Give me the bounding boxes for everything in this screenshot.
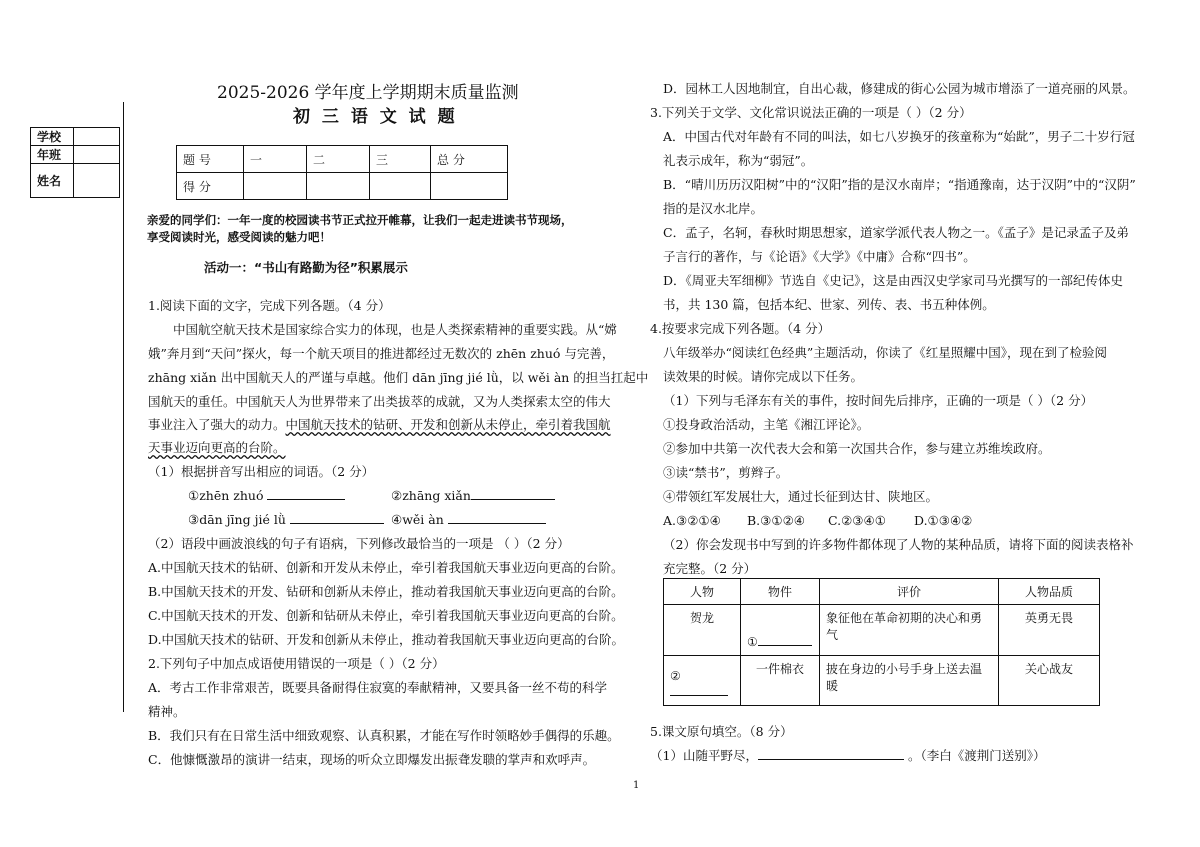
- exam-subtitle: 初 三 语 文 试 题: [293, 107, 458, 127]
- passage-line: 中国航空航天技术是国家综合实力的体现，也是人类探索精神的重要实践。从“嫦: [173, 322, 617, 337]
- passage-text: 事业注入了强大的动力。: [148, 417, 286, 432]
- option: C．孟子，名轲，春秋时期思想家，道家学派代表人物之一。《孟子》是记录孟子及弟: [663, 225, 1129, 240]
- cell-text: 贺龙: [689, 611, 714, 625]
- event-item: ③读“禁书”，剪辫子。: [663, 465, 789, 480]
- score-header-cell: 二: [307, 146, 370, 173]
- option: C.中国航天技术的开发、创新和钻研从未停止，牵引着我国航天事业迈向更高的台阶。: [148, 608, 624, 623]
- student-info-box: [30, 127, 120, 198]
- question-stem: 1.阅读下面的文字，完成下列各题。（4 分）: [148, 298, 391, 313]
- option: B．“晴川历历汉阳树”中的“汉阳”指的是汉水南岸；“指通豫南，达于汉阴”中的“汉阴”: [663, 177, 1136, 192]
- page-number: 1: [633, 780, 640, 791]
- option: A．中国古代对年龄有不同的叫法，如七八岁换牙的孩童称为“始龀”，男子二十岁行冠: [663, 129, 1135, 144]
- pinyin-item: [391, 511, 546, 528]
- cell-text: 关心战友: [1024, 662, 1073, 676]
- option: 指的是汉水北岸。: [663, 201, 764, 216]
- pinyin-item: [188, 487, 345, 504]
- sub-question: 充完整。（2 分）: [663, 561, 757, 576]
- answer-blank[interactable]: [758, 633, 812, 646]
- passage-line: 国航天的重任。中国航天人为世界带来了出类拔萃的成就，又为人类探索太空的伟大: [148, 394, 611, 409]
- table-header: 人物品质: [999, 579, 1100, 605]
- vertical-binding-line: [123, 102, 124, 712]
- choice-b: B.③①②④: [747, 513, 805, 528]
- q4-intro: 八年级举办“阅读红色经典”主题活动，你读了《红星照耀中国》，现在到了检验阅: [663, 345, 1108, 360]
- question-stem: 3.下列关于文学、文化常识说法正确的一项是（ ）（2 分）: [650, 105, 972, 120]
- pinyin-item: [391, 487, 555, 504]
- question-stem: 4.按要求完成下列各题。（4 分）: [650, 321, 831, 336]
- cell-text: 象征他在革命初期的决心和勇气: [826, 611, 983, 642]
- choice-d: D.①③④②: [914, 513, 973, 528]
- name-field[interactable]: [74, 164, 120, 198]
- intro-line: 享受阅读时光，感受阅读的魅力吧！: [147, 230, 331, 244]
- table-cell: [999, 605, 1100, 656]
- answer-blank[interactable]: [290, 511, 384, 524]
- passage-line: 娥”奔月到“天问”探火，每一个航天项目的推进都经过无数次的 zhēn zhuó 与完善，: [148, 346, 615, 361]
- score-header-cell: 题 号: [177, 146, 244, 173]
- cell-text: 英勇无畏: [1024, 611, 1073, 625]
- event-item: ②参加中共第一次代表大会和第一次国共合作，参与建立苏维埃政府。: [663, 441, 1051, 456]
- grade-class-label: 年班: [31, 146, 74, 164]
- table-cell: [741, 605, 820, 656]
- passage-line: [148, 416, 611, 433]
- school-field[interactable]: [74, 128, 120, 146]
- score-cell[interactable]: [244, 173, 307, 200]
- cell-text: 披在身边的小号手身上送去温暖: [826, 662, 983, 693]
- table-cell: [820, 605, 999, 656]
- score-cell[interactable]: [307, 173, 370, 200]
- table-row: [664, 656, 1100, 706]
- grade-class-field[interactable]: [74, 146, 120, 164]
- option: 书，共 130 篇，包括本纪、世家、列传、表、书五种体例。: [663, 297, 995, 312]
- school-label: 学校: [31, 128, 74, 146]
- score-cell[interactable]: [370, 173, 431, 200]
- sub-question: （2）语段中画波浪线的句子有语病，下列修改最恰当的一项是 （ ）（2 分）: [148, 536, 570, 551]
- score-table: [176, 145, 508, 200]
- score-cell[interactable]: [431, 173, 508, 200]
- table-cell: [820, 656, 999, 706]
- table-row: [664, 605, 1100, 656]
- pinyin-label: ③dān jīng jié lǜ: [188, 512, 286, 527]
- sub-question: （2）你会发现书中写到的许多物件都体现了人物的某种品质，请将下面的阅读表格补: [663, 537, 1134, 552]
- event-item: ④带领红军发展壮大，通过长征到达甘、陕地区。: [663, 489, 939, 504]
- score-row-label: 得 分: [177, 173, 244, 200]
- table-cell: [664, 656, 741, 706]
- pinyin-label: ②zhāng xiǎn: [391, 488, 471, 503]
- answer-blank[interactable]: [758, 747, 904, 760]
- question-stem: 5.课文原句填空。（8 分）: [650, 724, 793, 739]
- fill-prefix: （1）山随平野尽，: [650, 748, 758, 763]
- fill-suffix: 。（李白《渡荆门送别》）: [907, 748, 1046, 763]
- choice-c: C.②③④①: [828, 513, 886, 528]
- wavy-sentence: 天事业迈向更高的台阶。: [148, 440, 286, 455]
- option: A.中国航天技术的钻研、创新和开发从未停止，牵引着我国航天事业迈向更高的台阶。: [148, 560, 624, 575]
- pinyin-label: ①zhēn zhuó: [188, 488, 264, 503]
- option: B．我们只有在日常生活中细致观察、认真积累，才能在写作时领略妙手偶得的乐趣。: [148, 728, 620, 743]
- fill-item: [650, 747, 1045, 764]
- reading-table: [663, 578, 1100, 706]
- passage-line: zhāng xiǎn 出中国航天人的严谨与卓越。他们 dān jīng jié lǜ，以 wěi àn 的担当扛起中: [148, 370, 649, 385]
- cell-text: ①: [747, 635, 758, 649]
- event-item: ①投身政治活动，主笔《湘江评论》。: [663, 417, 870, 432]
- option: C．他慷慨激昂的演讲一结束，现场的听众立即爆发出振聋发聩的掌声和欢呼声。: [148, 752, 596, 767]
- sub-question: （1）根据拼音写出相应的词语。（2 分）: [148, 464, 375, 479]
- option: D.中国航天技术的钻研、开发和创新从未停止，推动着我国航天事业迈向更高的台阶。: [148, 632, 625, 647]
- option: 礼表示成年，称为“弱冠”。: [663, 153, 814, 168]
- option: 子言行的著作，与《论语》《大学》《中庸》合称“四书”。: [663, 249, 976, 264]
- option: D．园林工人因地制宜，自出心裁，修建成的街心公园为城市增添了一道亮丽的风景。: [663, 81, 1136, 96]
- pinyin-label: ④wěi àn: [391, 512, 444, 527]
- cell-text: 一件棉衣: [755, 662, 804, 676]
- option: B.中国航天技术的开发、钻研和创新从未停止，推动着我国航天事业迈向更高的台阶。: [148, 584, 624, 599]
- answer-blank[interactable]: [471, 487, 555, 500]
- table-header: 人物: [664, 579, 741, 605]
- score-header-cell: 一: [244, 146, 307, 173]
- score-header-cell: 三: [370, 146, 431, 173]
- wavy-sentence: 中国航天技术的钻研、开发和创新从未停止，牵引着我国航: [285, 417, 611, 432]
- pinyin-item: [188, 511, 384, 528]
- option: 精神。: [148, 704, 186, 719]
- answer-blank[interactable]: [448, 511, 546, 524]
- activity-heading: 活动一：“书山有路勤为径”积累展示: [204, 260, 408, 275]
- name-label: 姓名: [31, 164, 74, 198]
- table-header: 评价: [820, 579, 999, 605]
- cell-text: ②: [670, 669, 681, 683]
- choice-a: A.③②①④: [663, 513, 721, 528]
- table-cell: [741, 656, 820, 706]
- q4-intro: 读效果的时候。请你完成以下任务。: [663, 369, 864, 384]
- question-stem: 2.下列句子中加点成语使用错误的一项是（ ）（2 分）: [148, 656, 445, 671]
- sub-question: （1）下列与毛泽东有关的事件，按时间先后排序，正确的一项是（ ）（2 分）: [663, 393, 1094, 408]
- answer-blank[interactable]: [267, 487, 345, 500]
- answer-blank[interactable]: [670, 683, 728, 696]
- score-header-cell: 总 分: [431, 146, 508, 173]
- intro-line: 亲爱的同学们：一年一度的校园读书节正式拉开帷幕，让我们一起走进读书节现场，: [147, 213, 573, 227]
- option: A．考古工作非常艰苦，既要具备耐得住寂寞的奉献精神，又要具备一丝不苟的科学: [148, 680, 608, 695]
- table-cell: [664, 605, 741, 656]
- option: D．《周亚夫军细柳》节选自《史记》，这是由西汉史学家司马光撰写的一部纪传体史: [663, 273, 1124, 288]
- table-cell: [999, 656, 1100, 706]
- table-header: 物件: [741, 579, 820, 605]
- exam-title: 2025-2026 学年度上学期期末质量监测: [217, 83, 519, 103]
